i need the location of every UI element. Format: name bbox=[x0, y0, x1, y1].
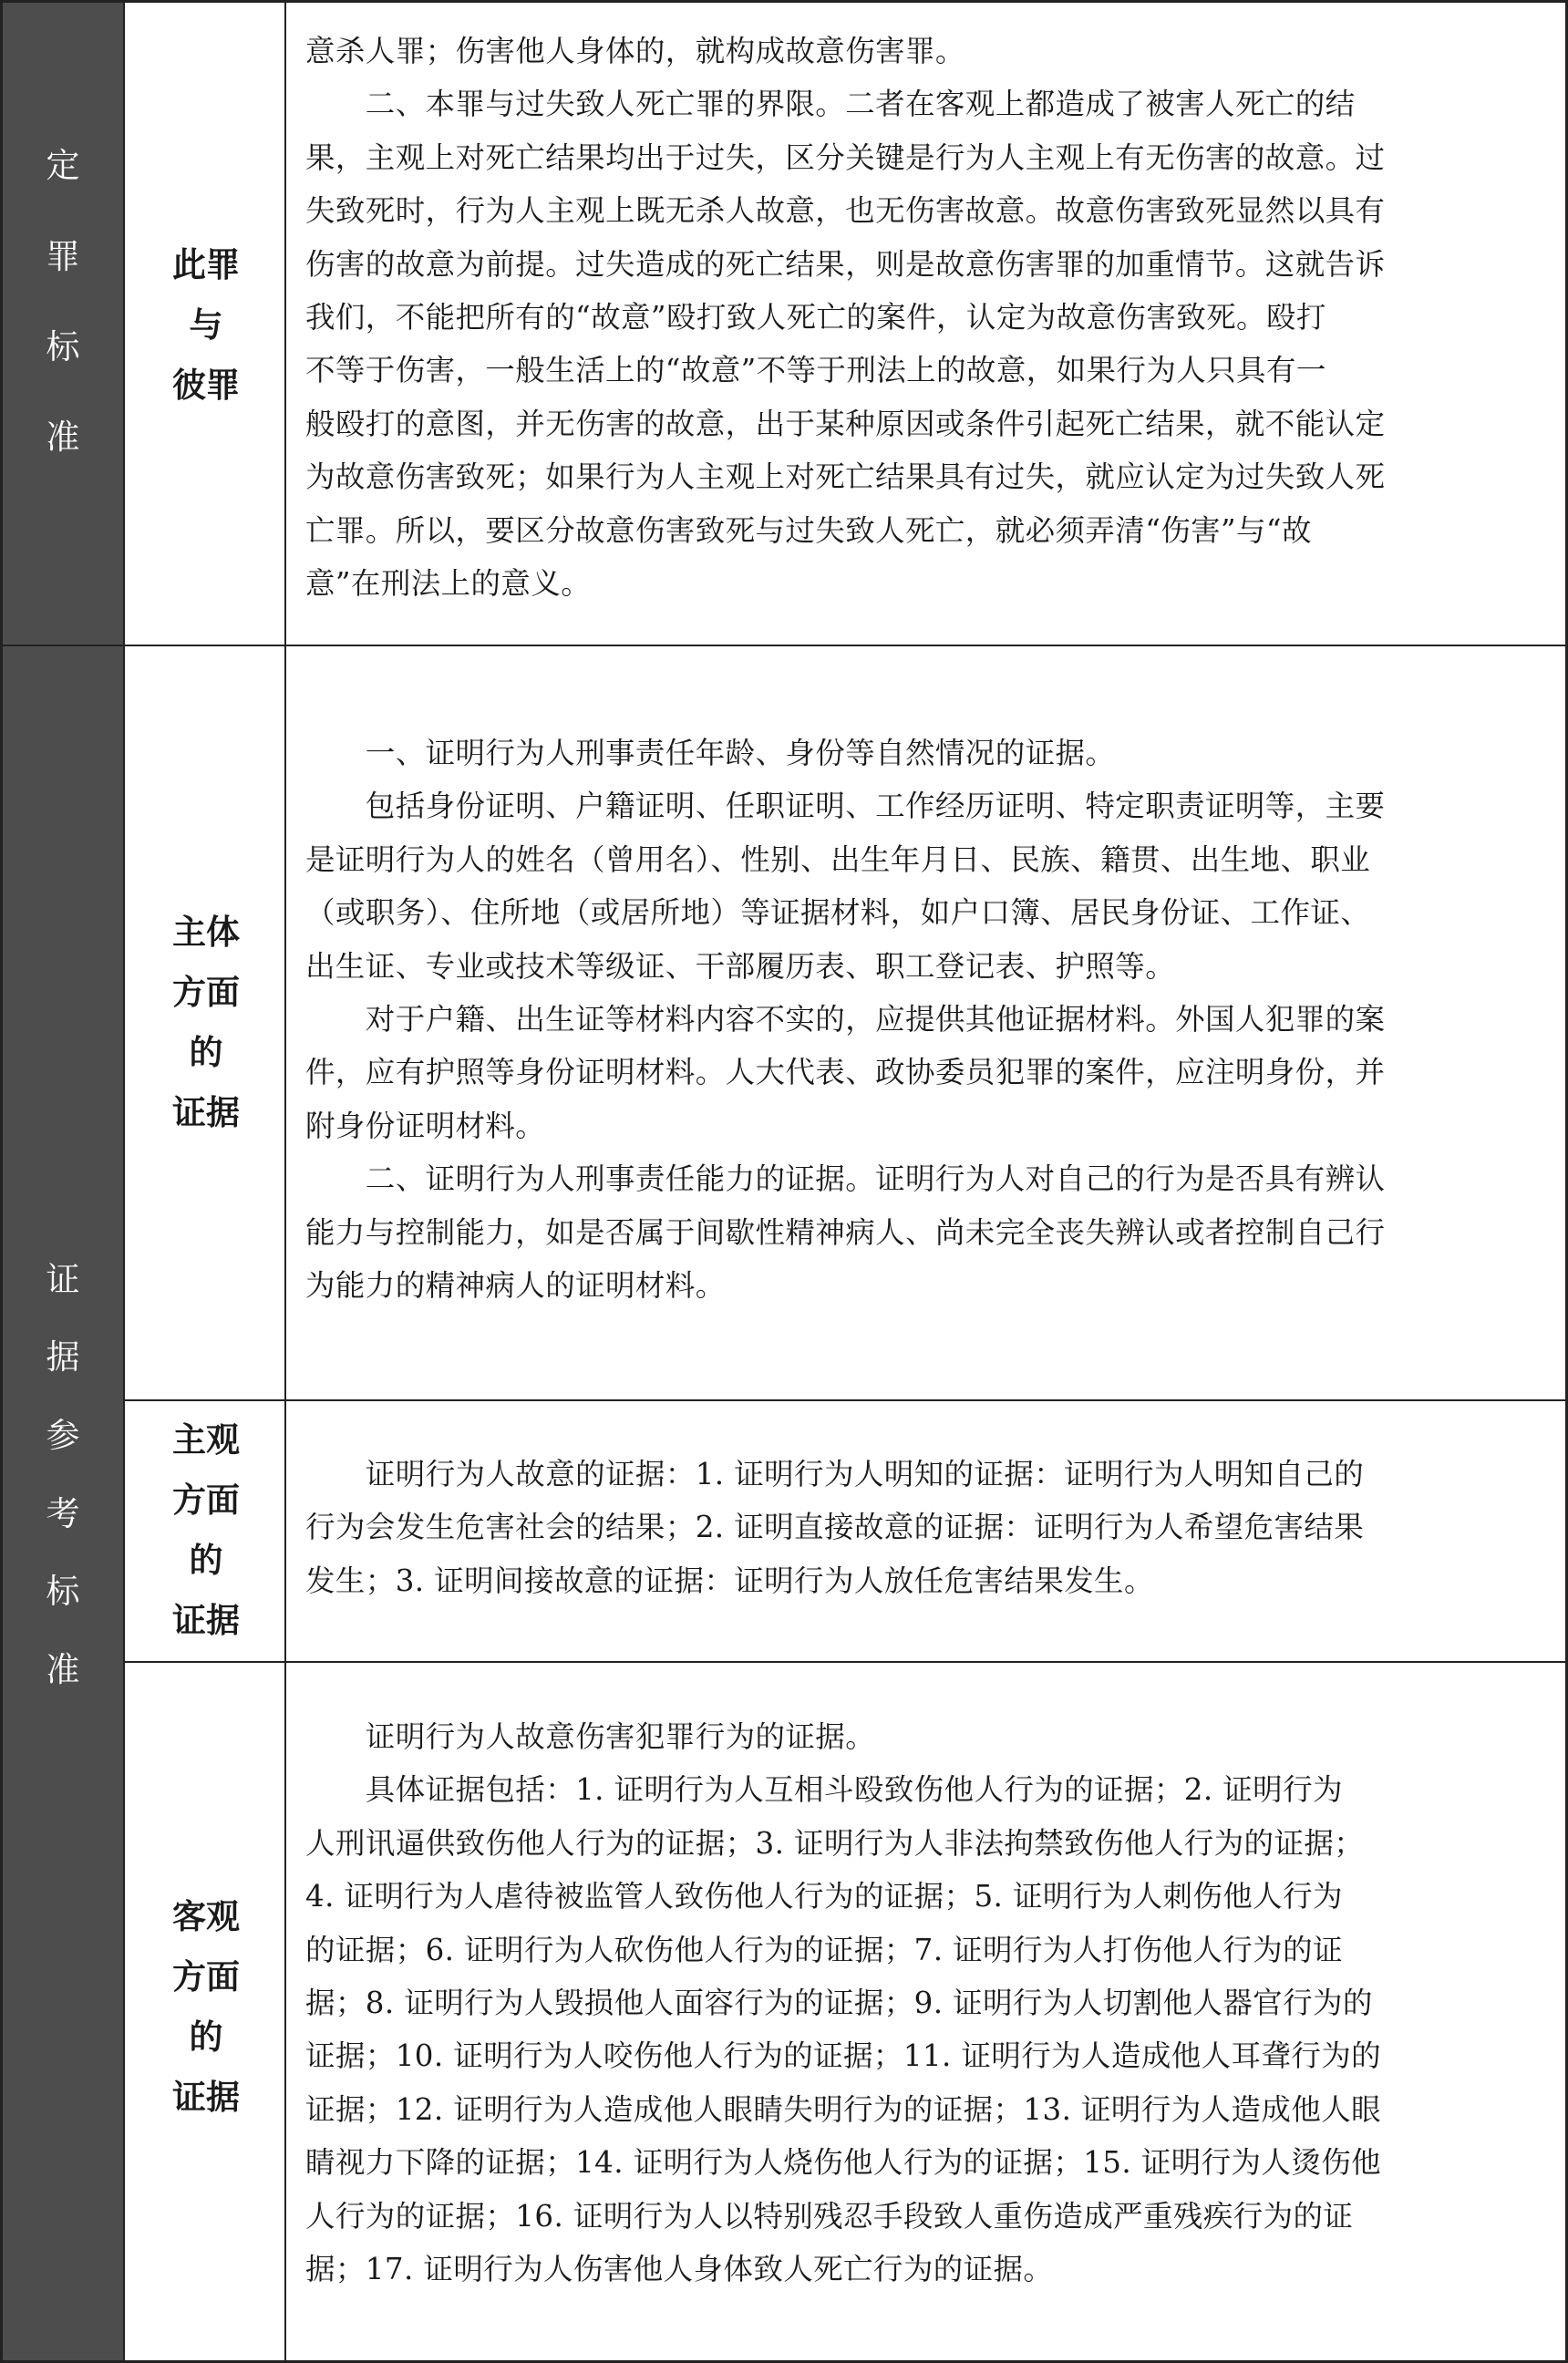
text-line: 4. 证明行为人虐待被监管人致伤他人行为的证据；5. 证明行为人刺伤他人行为 bbox=[305, 1879, 1343, 1914]
row-title-part: 证据 bbox=[172, 2078, 240, 2117]
text-line: 件，应有护照等身份证明材料。人大代表、政协委员犯罪的案件，应注明身份，并 bbox=[305, 1055, 1386, 1090]
text-line: 意杀人罪；伤害他人身体的，就构成故意伤害罪。 bbox=[305, 34, 965, 68]
row-title-part: 彼罪 bbox=[172, 366, 240, 405]
section-label-text: 标 bbox=[46, 327, 80, 366]
column-divider-2 bbox=[284, 0, 286, 2363]
section-label-text: 准 bbox=[46, 1650, 80, 1689]
text-line: 发生；3. 证明间接故意的证据：证明行为人放任危害结果发生。 bbox=[305, 1563, 1154, 1598]
row-title-part: 主观 bbox=[172, 1420, 240, 1460]
row-title-zhuguan bbox=[128, 1410, 284, 1651]
text-line: 具体证据包括：1. 证明行为人互相斗殴致伤他人行为的证据；2. 证明行为 bbox=[305, 1772, 1343, 1808]
section-label-text: 准 bbox=[46, 418, 80, 457]
text-line: 证据；10. 证明行为人咬伤他人行为的证据；11. 证明行为人造成他人耳聋行为的 bbox=[305, 2038, 1382, 2074]
text-line: 证明行为人故意的证据：1. 证明行为人明知的证据：证明行为人明知自己的 bbox=[305, 1457, 1365, 1491]
text-line: 能力与控制能力，如是否属于间歇性精神病人、尚未完全丧失辨认或者控制自己行 bbox=[305, 1214, 1386, 1250]
column-divider-1 bbox=[123, 0, 125, 2363]
row-title-part: 的 bbox=[189, 1033, 223, 1072]
text-line: 我们，不能把所有的“故意”殴打致人死亡的案件，认定为故意伤害致死。殴打 bbox=[305, 300, 1326, 335]
text-line: 般殴打的意图，并无伤害的故意，出于某种原因或条件引起死亡结果，就不能认定 bbox=[305, 406, 1386, 441]
content-cibi bbox=[305, 25, 1542, 610]
row-title-part: 此罪 bbox=[172, 245, 240, 284]
row-title-part: 主体 bbox=[172, 913, 240, 952]
row-divider bbox=[123, 1399, 1568, 1401]
text-line: 为故意伤害致死；如果行为人主观上对死亡结果具有过失，就应认定为过失致人死 bbox=[305, 459, 1386, 495]
text-line: 二、本罪与过失致人死亡罪的界限。二者在客观上都造成了被害人死亡的结 bbox=[305, 87, 1356, 122]
section-label-text: 据 bbox=[46, 1337, 80, 1377]
section-label-zhengju bbox=[3, 646, 123, 2360]
row-title-part: 证据 bbox=[172, 1093, 240, 1132]
text-line: 意”在刑法上的意义。 bbox=[305, 566, 592, 602]
section-label-dingzui bbox=[3, 3, 123, 645]
content-keguan bbox=[305, 1710, 1542, 2296]
row-title-keguan bbox=[128, 1887, 284, 2128]
text-line: 证据；12. 证明行为人造成他人眼睛失明行为的证据；13. 证明行为人造成他人眼 bbox=[305, 2091, 1382, 2127]
table-border-left bbox=[0, 0, 3, 2363]
text-line: （或职务）、住所地（或居所地）等证据材料，如户口簿、居民身份证、工作证、 bbox=[305, 895, 1371, 931]
section-label-text: 证 bbox=[46, 1260, 80, 1299]
text-line: 果，主观上对死亡结果均出于过失，区分关键是行为人主观上有无伤害的故意。过 bbox=[305, 139, 1386, 175]
text-line: 证明行为人故意伤害犯罪行为的证据。 bbox=[305, 1719, 876, 1754]
row-divider bbox=[123, 1661, 1568, 1663]
row-title-zhuti bbox=[128, 903, 284, 1143]
text-line: 行为会发生危害社会的结果；2. 证明直接故意的证据：证明行为人希望危害结果 bbox=[305, 1510, 1365, 1545]
text-line: 不等于伤害，一般生活上的“故意”不等于刑法上的故意，如果行为人只具有一 bbox=[305, 353, 1326, 388]
text-line: 二、证明行为人刑事责任能力的证据。证明行为人对自己的行为是否具有辨认 bbox=[305, 1161, 1386, 1197]
text-line: 的证据；6. 证明行为人砍伤他人行为的证据；7. 证明行为人打伤他人行为的证 bbox=[305, 1932, 1343, 1967]
section-label-text: 定 bbox=[46, 146, 80, 185]
text-line: 人刑讯逼供致伤他人行为的证据；3. 证明行为人非法拘禁致伤他人行为的证据； bbox=[305, 1825, 1365, 1861]
text-line: 出生证、专业或技术等级证、干部履历表、职工登记表、护照等。 bbox=[305, 948, 1176, 984]
text-line: 睛视力下降的证据；14. 证明行为人烧伤他人行为的证据；15. 证明行为人烫伤他 bbox=[305, 2145, 1382, 2181]
text-line: 是证明行为人的姓名（曾用名）、性别、出生年月日、民族、籍贯、出生地、职业 bbox=[305, 841, 1371, 877]
row-title-part: 的 bbox=[189, 2017, 223, 2057]
table-border-top bbox=[0, 0, 1568, 3]
text-line: 失致死时，行为人主观上既无杀人故意，也无伤害故意。故意伤害致死显然以具有 bbox=[305, 193, 1386, 229]
text-line: 亡罪。所以，要区分故意伤害致死与过失致人死亡，就必须弄清“伤害”与“故 bbox=[305, 512, 1312, 548]
section-label-text: 标 bbox=[46, 1572, 80, 1611]
content-zhuguan bbox=[305, 1448, 1542, 1607]
row-title-part: 方面 bbox=[172, 1481, 240, 1520]
text-line: 据；8. 证明行为人毁损他人面容行为的证据；9. 证明行为人切割他人器官行为的 bbox=[305, 1986, 1373, 2021]
row-title-cibi bbox=[128, 235, 284, 416]
text-line: 人行为的证据；16. 证明行为人以特别残忍手段致人重伤造成严重残疾行为的证 bbox=[305, 2198, 1354, 2234]
section-label-text: 参 bbox=[46, 1416, 80, 1455]
row-divider-section bbox=[0, 645, 1568, 646]
row-title-part: 与 bbox=[189, 305, 223, 345]
row-title-part: 方面 bbox=[172, 1957, 240, 1997]
section-label-text: 考 bbox=[46, 1494, 80, 1533]
row-title-part: 的 bbox=[189, 1541, 223, 1580]
text-line: 一、证明行为人刑事责任年龄、身份等自然情况的证据。 bbox=[305, 736, 1116, 770]
text-line: 对于户籍、出生证等材料内容不实的，应提供其他证据材料。外国人犯罪的案 bbox=[305, 1002, 1386, 1037]
text-line: 据；17. 证明行为人伤害他人身体致人死亡行为的证据。 bbox=[305, 2252, 1054, 2287]
row-title-part: 方面 bbox=[172, 973, 240, 1012]
content-zhuti bbox=[305, 727, 1542, 1312]
text-line: 包括身份证明、户籍证明、任职证明、工作经历证明、特定职责证明等，主要 bbox=[305, 789, 1386, 824]
section-label-text: 罪 bbox=[46, 237, 80, 276]
row-title-part: 证据 bbox=[172, 1601, 240, 1640]
text-line: 为能力的精神病人的证明材料。 bbox=[305, 1268, 726, 1304]
row-title-part: 客观 bbox=[172, 1897, 240, 1936]
text-line: 伤害的故意为前提。过失造成的死亡结果，则是故意伤害罪的加重情节。这就告诉 bbox=[305, 246, 1386, 282]
text-line: 附身份证明材料。 bbox=[305, 1108, 546, 1143]
